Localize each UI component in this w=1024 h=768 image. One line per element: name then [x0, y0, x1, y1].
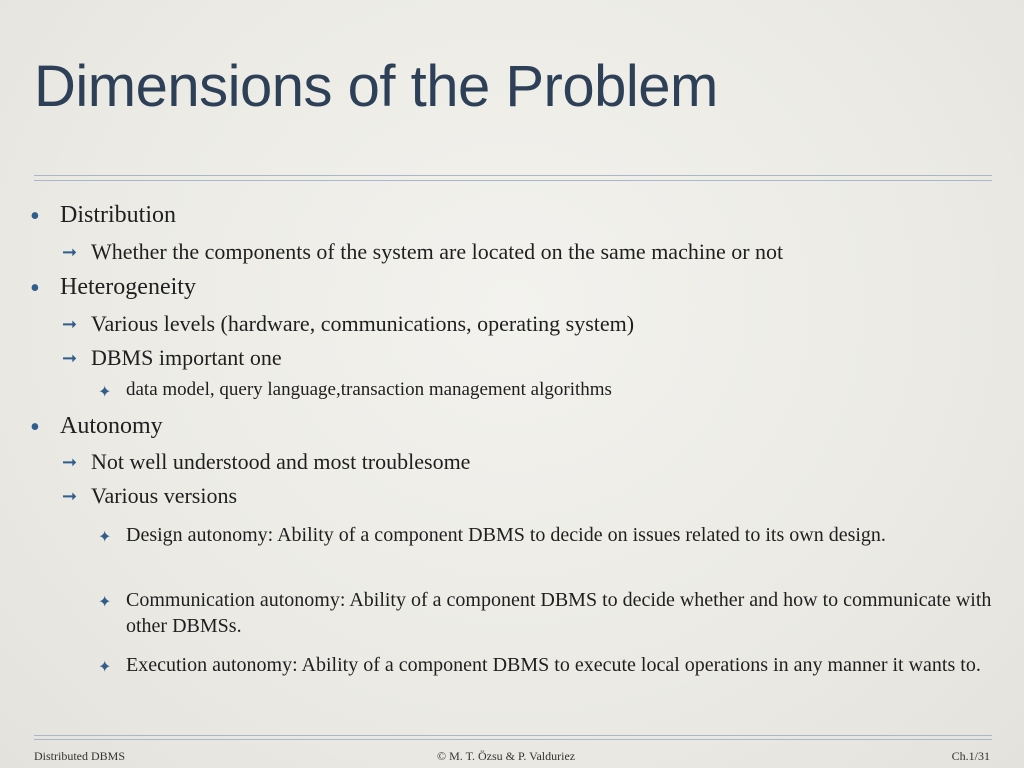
bullet-dot-icon: • — [30, 273, 40, 304]
arrow-icon: ➞ — [62, 314, 78, 334]
sub-bullet-heterogeneity-2: DBMS important one — [91, 345, 282, 370]
footer-copyright: © M. T. Özsu & P. Valduriez — [437, 749, 576, 763]
sub-bullet-distribution-1: Whether the components of the system are located on the same machine or not — [91, 239, 784, 264]
title-divider — [34, 175, 992, 181]
arrow-icon: ➞ — [62, 452, 78, 472]
arrow-icon: ➞ — [62, 242, 78, 262]
sub-bullet-autonomy-1: Not well understood and most troublesome — [91, 449, 471, 474]
sub-bullet-heterogeneity-1: Various levels (hardware, communications, operating system) — [91, 311, 635, 336]
star-bullet-icon: ✦ — [98, 594, 112, 611]
bullet-dot-icon: • — [30, 201, 40, 232]
slide-title: Dimensions of the Problem — [34, 54, 718, 119]
arrow-icon: ➞ — [62, 348, 78, 368]
star-bullet-icon: ✦ — [98, 529, 112, 546]
star-bullet-icon: ✦ — [98, 384, 112, 401]
bullet-autonomy: Autonomy — [60, 413, 163, 439]
sub-sub-bullet-heterogeneity-detail: data model, query language,transaction management algorithms — [126, 379, 612, 400]
footer-page-number: Ch.1/31 — [951, 749, 990, 763]
autonomy-design: Design autonomy: Ability of a component DBMS to decide on issues related to its own design. — [126, 524, 886, 546]
sub-bullet-autonomy-2: Various versions — [91, 483, 238, 508]
star-bullet-icon: ✦ — [98, 659, 112, 676]
autonomy-communication: Communication autonomy: Ability of a component DBMS to decide whether and how to communicate with other DBMSs. — [126, 589, 992, 637]
bullet-distribution: Distribution — [60, 202, 177, 228]
arrow-icon: ➞ — [62, 486, 78, 506]
footer-divider — [34, 735, 992, 740]
footer-course: Distributed DBMS — [34, 749, 126, 763]
autonomy-execution: Execution autonomy: Ability of a component DBMS to execute local operations in any manner it wants to. — [126, 654, 981, 676]
bullet-dot-icon: • — [30, 412, 40, 443]
bullet-heterogeneity: Heterogeneity — [60, 274, 196, 300]
